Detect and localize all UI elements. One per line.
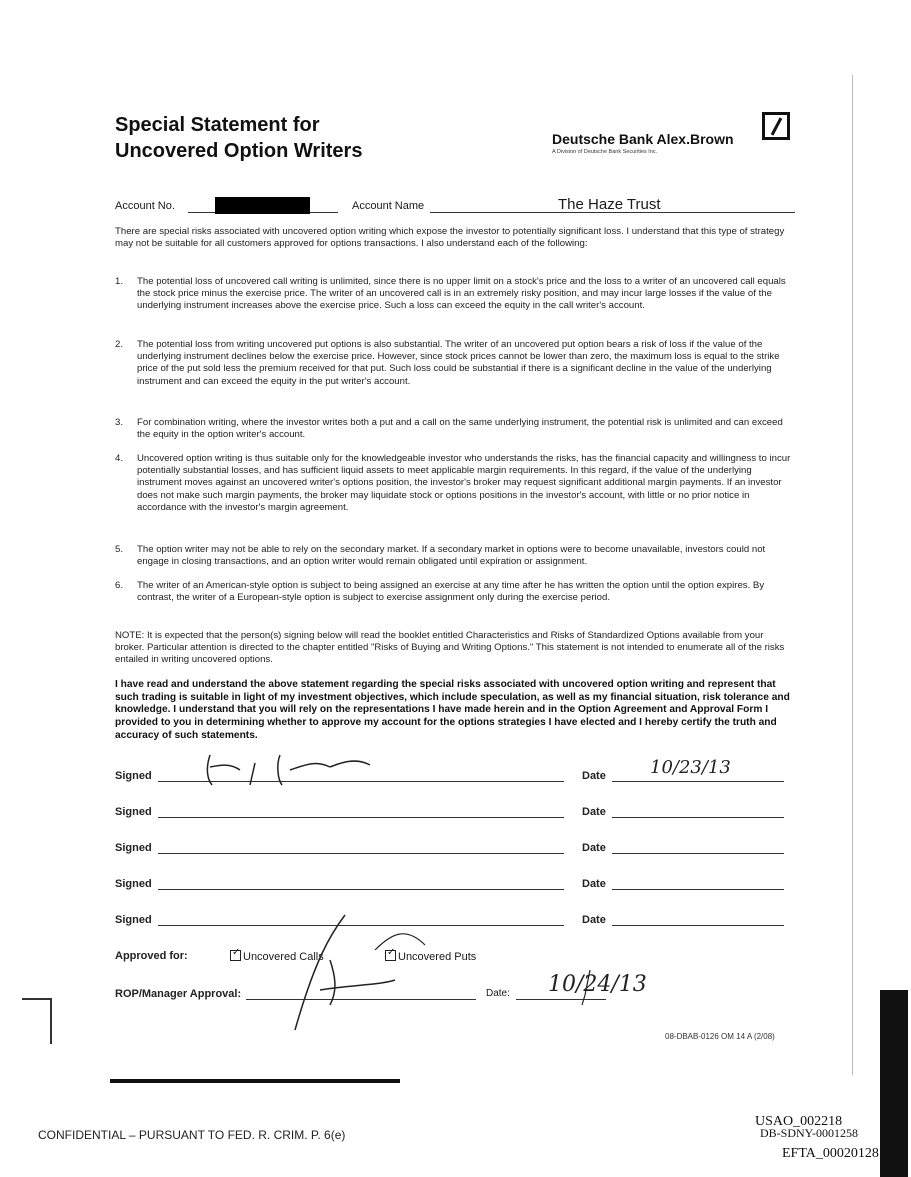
date-label: Date xyxy=(582,878,606,890)
date-label: Date xyxy=(582,914,606,926)
list-item xyxy=(115,453,795,514)
item-text: Uncovered option writing is thus suitable only for the knowledgeable investor who understands the risks, has the financial capacity and willingness to incur potentially substantial losses, and has sufficient liquid assets to meet applicable margin requirements. In this regard, if the value of the underlying instrument moves against an uncovered writer's options position, the investor's broker may request significant additional margin payments. If an investor does not make such margin payments, the broker may liquidate stock or options positions in the investor's account, with little or no prior notice in accordance with the investor's margin agreement. xyxy=(137,453,791,513)
redacted-account-number xyxy=(215,197,310,214)
account-name-label: Account Name xyxy=(352,200,425,212)
item-number: 6. xyxy=(115,580,124,591)
handwritten-approval-date: 10/24/13 xyxy=(548,972,647,997)
date-label: Date xyxy=(582,842,606,854)
bates-stamp-efta: EFTA_00020128 xyxy=(782,1146,879,1161)
intro-paragraph: There are special risks associated with uncovered option writing which expose the investor to potentially significant loss. I understand that this type of strategy may not be suitable for all customers approved for options transactions. I also understand each of the following: xyxy=(115,226,785,250)
date-label: Date xyxy=(582,770,606,782)
item-text: The writer of an American-style option is subject to being assigned an exercise at any time after he has written the option until the option expires. By contrast, the writer of a European-style option is subject to exercise assignment only during the exercise period. xyxy=(137,580,765,604)
scan-edge-mark-top xyxy=(22,998,52,1000)
title-line-2: Uncovered Option Writers xyxy=(115,140,363,162)
signed-label: Signed xyxy=(115,842,152,854)
signed-label: Signed xyxy=(115,914,152,926)
approved-for-label: Approved for: xyxy=(115,950,188,962)
list-item xyxy=(115,417,795,441)
item-number: 3. xyxy=(115,417,124,428)
date-label: Date xyxy=(582,806,606,818)
signed-label: Signed xyxy=(115,806,152,818)
handwritten-signatures xyxy=(180,745,640,1075)
title-line-1: Special Statement for xyxy=(115,114,320,136)
signed-label: Signed xyxy=(115,770,152,782)
note-paragraph: NOTE: It is expected that the person(s) signing below will read the booklet entitled Characteristics and Risks of Standardized Options available from your broker. Particular attention is directed to the chapter entitled "Risks of Buying and Writing Options." This statement is not intended to enumerate all of the risks entailed in writing uncovered options. xyxy=(115,630,785,666)
handwritten-date-1: 10/23/13 xyxy=(650,757,731,778)
list-item xyxy=(115,276,795,313)
signed-label: Signed xyxy=(115,878,152,890)
item-number: 5. xyxy=(115,544,124,555)
list-item xyxy=(115,339,795,388)
list-item xyxy=(115,580,795,604)
approval-date-label: Date: xyxy=(486,988,510,999)
brand-name: Deutsche Bank Alex.Brown xyxy=(552,131,734,147)
checkbox-checked-icon[interactable]: ✓ xyxy=(385,950,396,961)
bottom-rule xyxy=(110,1079,400,1083)
account-name-value: The Haze Trust xyxy=(558,196,661,213)
confidential-notice: CONFIDENTIAL – PURSUANT TO FED. R. CRIM. P. 6(e) xyxy=(38,1128,346,1142)
deutsche-bank-logo-icon xyxy=(762,112,790,140)
acknowledgement-paragraph: I have read and understand the above statement regarding the special risks associated with uncovered option writing and represent that such trading is suitable in light of my investment objectives, which include speculation, as well as my financial situation, risk tolerance and knowledge. I understand that you will rely on the representations I have made herein and in the Option Agreement and Approval Form I provided to you in determining whether to approve my account for the options strategies I have elected and I hereby certify the truth and accuracy of such statements. xyxy=(115,679,790,741)
item-number: 2. xyxy=(115,339,124,350)
uncovered-puts-label: Uncovered Puts xyxy=(398,951,477,963)
form-code: 08-DBAB-0126 OM 14 A (2/08) xyxy=(665,1032,775,1041)
bates-stamp-db: DB-SDNY-0001258 xyxy=(760,1126,859,1140)
item-text: The potential loss of uncovered call writing is unlimited, since there is no upper limit on a stock's price and the loss to a writer of an uncovered call equals the stock price minus the exercise price. The writer of an uncovered call is in an extremely risky position, and may incur large losses if the value of the underlying instrument increases above the exercise price. Such a loss can exceed the equity in the call writer's account. xyxy=(137,276,786,312)
checkbox-checked-icon[interactable]: ✓ xyxy=(230,950,241,961)
item-text: The option writer may not be able to rely on the secondary market. If a secondary market in options were to become unavailable, investors could not engage in closing transactions, and an option writer would remain obligated until expiration or assignment. xyxy=(137,544,766,568)
account-number-label: Account No. xyxy=(115,200,175,212)
item-number: 1. xyxy=(115,276,124,287)
scan-edge-mark xyxy=(50,998,52,1044)
list-item xyxy=(115,544,795,568)
scan-edge-bar xyxy=(880,990,908,1177)
bates-stamp-usao: USAO_002218 xyxy=(755,1114,843,1129)
item-text: For combination writing, where the investor writes both a put and a call on the same underlying instrument, the potential risk is unlimited and can exceed the equity in the option writer's account. xyxy=(137,417,783,441)
page-title xyxy=(115,112,362,164)
uncovered-calls-label: Uncovered Calls xyxy=(243,951,324,963)
item-text: The potential loss from writing uncovered put options is also substantial. The writer of an uncovered put option bears a risk of loss if the value of the underlying instrument declines below the exercise price. However, since stock prices cannot be lower than zero, the maximum loss is equal to the strike price of the put sold less the premium received for that put. Such loss could be substantial if there is a significant decline in the value of the underlying instrument and can exceed the equity in the put writer's account. xyxy=(137,339,780,387)
scan-edge-line xyxy=(852,75,853,1075)
brand-subtitle: A Division of Deutsche Bank Securities Inc. xyxy=(552,149,658,155)
manager-approval-label: ROP/Manager Approval: xyxy=(115,988,242,1000)
item-number: 4. xyxy=(115,453,124,464)
